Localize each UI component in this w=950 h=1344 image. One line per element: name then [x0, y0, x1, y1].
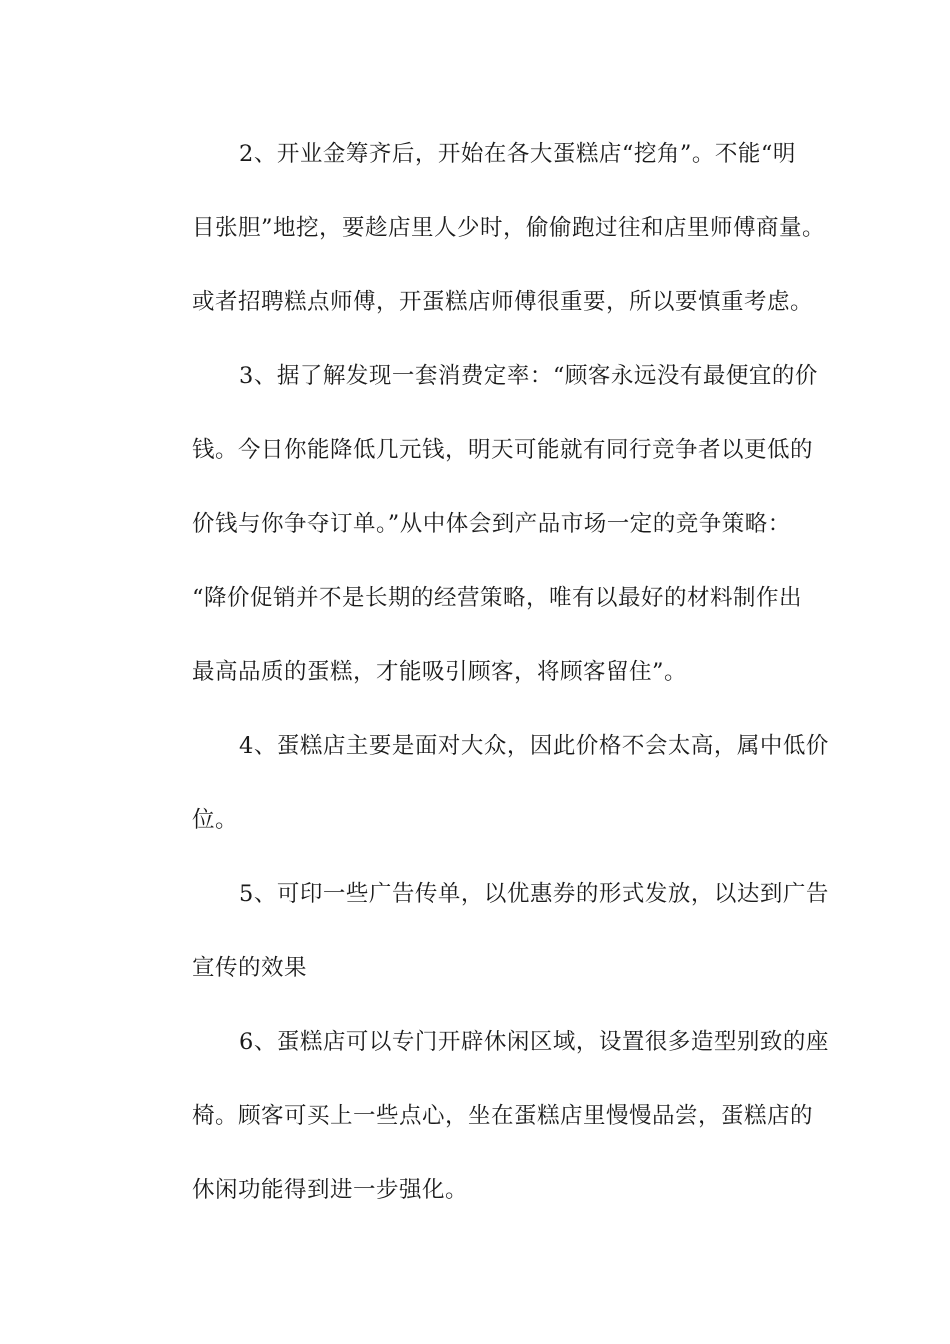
paragraph-5	[145, 857, 829, 1005]
paragraph-line: 钱。今日你能降低几元钱，明天可能就有同行竞争者以更低的	[192, 437, 814, 463]
paragraph-line: 4、蛋糕店主要是面对大众，因此价格不会太高，属中低价	[239, 733, 829, 759]
paragraph-line: 椅。顾客可买上一些点心，坐在蛋糕店里慢慢品尝，蛋糕店的	[192, 1103, 814, 1129]
paragraph-line: 2、开业金筹齐后，开始在各大蛋糕店“挖角”。不能“明	[239, 141, 796, 167]
paragraph-line: 休闲功能得到进一步强化。	[192, 1177, 469, 1203]
paragraph-4	[145, 709, 829, 857]
paragraph-line: 宣传的效果	[192, 955, 308, 981]
document-body	[145, 117, 829, 1227]
paragraph-line: 位。	[192, 807, 239, 833]
paragraph-line: “降价促销并不是长期的经营策略，唯有以最好的材料制作出	[192, 585, 803, 611]
paragraph-line: 3、据了解发现一套消费定率：“顾客永远没有最便宜的价	[239, 363, 818, 389]
paragraph-line: 或者招聘糕点师傅，开蛋糕店师傅很重要，所以要慎重考虑。	[192, 289, 814, 315]
paragraph-6	[145, 1005, 829, 1227]
paragraph-line: 6、蛋糕店可以专门开辟休闲区域，设置很多造型别致的座	[239, 1029, 829, 1055]
paragraph-line: 最高品质的蛋糕，才能吸引顾客，将顾客留住”。	[192, 659, 688, 685]
paragraph-line: 价钱与你争夺订单。”从中体会到产品市场一定的竞争策略：	[192, 511, 791, 537]
paragraph-line: 目张胆”地挖，要趁店里人少时，偷偷跑过往和店里师傅商量。	[192, 215, 826, 241]
paragraph-2	[145, 117, 826, 339]
paragraph-line: 5、可印一些广告传单，以优惠券的形式发放，以达到广告	[239, 881, 829, 907]
paragraph-3	[145, 339, 818, 709]
